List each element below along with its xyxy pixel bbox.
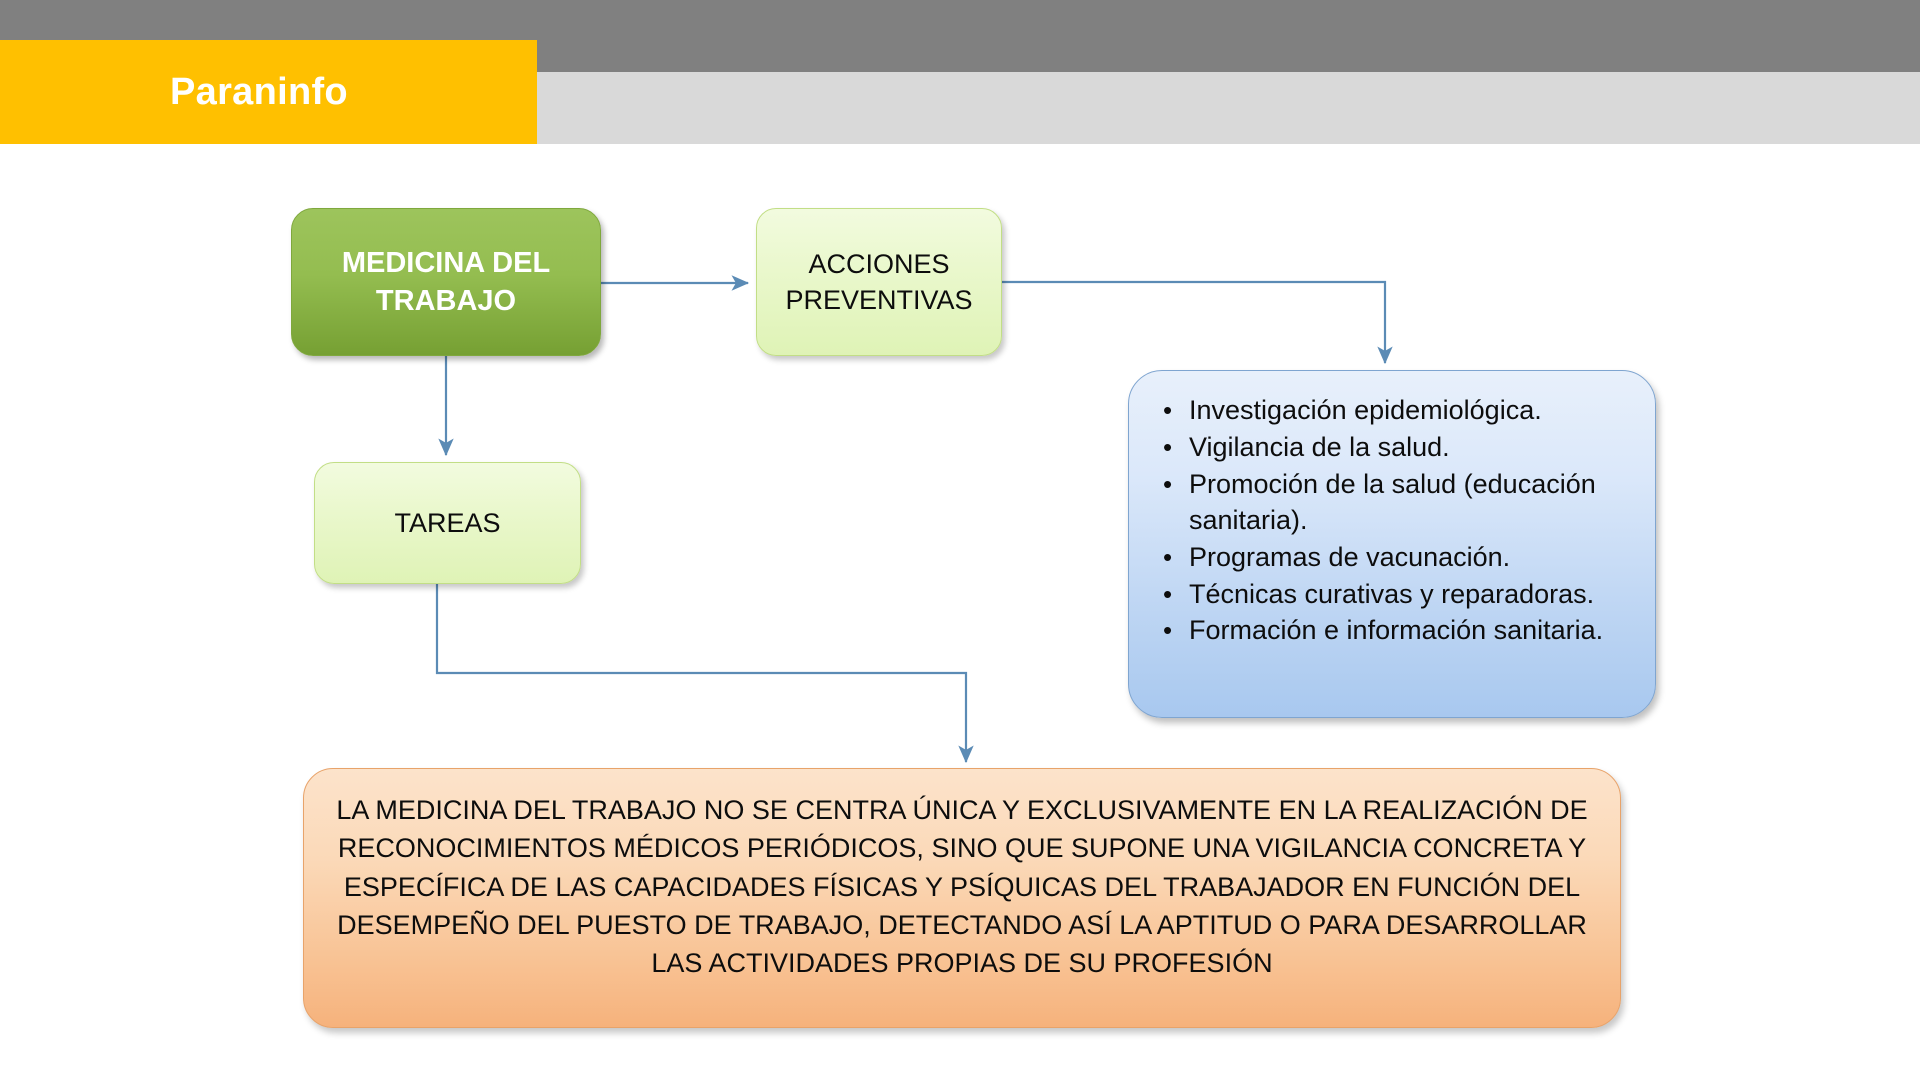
node-summary-statement[interactable] — [303, 768, 1621, 1028]
node-acciones-preventivas-list[interactable] — [1128, 370, 1656, 718]
node-tareas[interactable] — [314, 462, 581, 584]
list-item: • Técnicas curativas y reparadoras. — [1155, 577, 1629, 613]
node-tareas-label: TAREAS — [394, 507, 501, 538]
node-acciones-preventivas[interactable] — [756, 208, 1002, 356]
list-item: • Promoción de la salud (educación sanitaria). — [1155, 467, 1629, 539]
node-medicina-del-trabajo[interactable] — [291, 208, 601, 356]
list-item: • Formación e información sanitaria. — [1155, 613, 1629, 649]
preventive-actions-list — [1155, 393, 1629, 649]
connector-acciones-to-bullets — [1002, 282, 1385, 363]
list-item: • Vigilancia de la salud. — [1155, 430, 1629, 466]
brand-title: Paraninfo — [170, 70, 348, 113]
connector-tareas-to-summary — [437, 584, 966, 762]
list-item: • Programas de vacunación. — [1155, 540, 1629, 576]
node-medicina-label: MEDICINA DEL TRABAJO — [341, 246, 551, 317]
node-acciones-label: ACCIONES PREVENTIVAS — [785, 248, 973, 315]
summary-text: LA MEDICINA DEL TRABAJO NO SE CENTRA ÚNICA Y EXCLUSIVAMENTE EN LA REALIZACIÓN DE RECONOCIMIENTOS MÉDICOS PERIÓDICOS, SINO QUE SUPONE UNA VIGILANCIA CONCRETA Y ESPECÍFICA DE LAS CAPACIDADES FÍSICAS Y PSÍQUICAS DEL TRABAJADOR EN FUNCIÓN DEL DESEMPEÑO DEL PUESTO DE TRABAJO, DETECTANDO ASÍ LA APTITUD O PARA DESARROLLAR LAS ACTIVIDADES PROPIAS DE SU PROFESIÓN — [336, 795, 1588, 979]
list-item: • Investigación epidemiológica. — [1155, 393, 1629, 429]
